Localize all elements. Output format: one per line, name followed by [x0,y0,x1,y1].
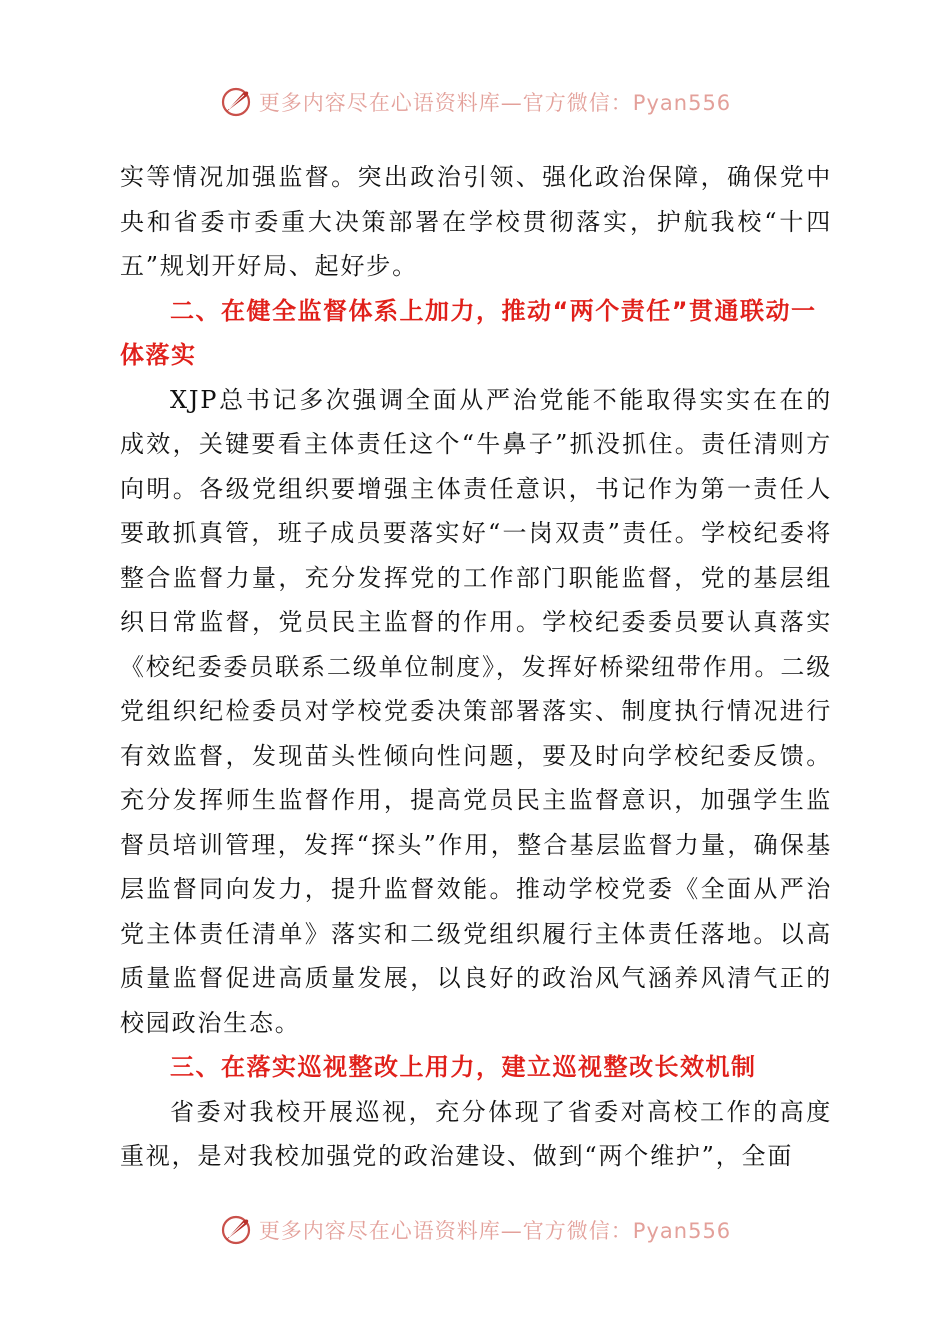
paragraph-3: 省委对我校开展巡视，充分体现了省委对高校工作的高度重视，是对我校加强党的政治建设、做到“两个维护”，全面 [120,1097,832,1170]
section-heading-3: 三、在落实巡视整改上用力，建立巡视整改长效机制 [170,1053,757,1081]
document-body [120,155,832,1179]
section-heading-2: 二、在健全监督体系上加力，推动“两个责任”贯通联动一体落实 [120,296,817,369]
feather-pen-circle-icon [219,1213,253,1247]
header-watermark [0,82,950,122]
feather-pen-circle-icon [219,85,253,119]
watermark-text: 更多内容尽在心语资料库—官方微信：Pyan556 [258,91,732,115]
paragraph-2: XJP总书记多次强调全面从严治党能不能取得实实在在的成效，关键要看主体责任这个“牛鼻子”抓没抓住。责任清则方向明。各级党组织要增强主体责任意识，书记作为第一责任人要敢抓真管，班子成员要落实好“一岗双责”责任。学校纪委将整合监督力量，充分发挥党的工作部门职能监督，党的基层组织日常监督，党员民主监督的作用。学校纪委委员要认真落实《校纪委委员联系二级单位制度》，发挥好桥梁纽带作用。二级党组织纪检委员对学校党委决策部署落实、制度执行情况进行有效监督，发现苗头性倾向性问题，要及时向学校纪委反馈。充分发挥师生监督作用，提高党员民主监督意识，加强学生监督员培训管理，发挥“探头”作用，整合基层监督力量，确保基层监督同向发力，提升监督效能。推动学校党委《全面从严治党主体责任清单》落实和二级党组织履行主体责任落地。以高质量监督促进高质量发展，以良好的政治风气涵养风清气正的校园政治生态。 [120,385,832,1037]
paragraph-continued: 实等情况加强监督。突出政治引领、强化政治保障，确保党中央和省委市委重大决策部署在学校贯彻落实，护航我校“十四五”规划开好局、起好步。 [120,163,832,280]
watermark-text: 更多内容尽在心语资料库—官方微信：Pyan556 [258,1219,732,1243]
footer-watermark [0,1210,950,1250]
